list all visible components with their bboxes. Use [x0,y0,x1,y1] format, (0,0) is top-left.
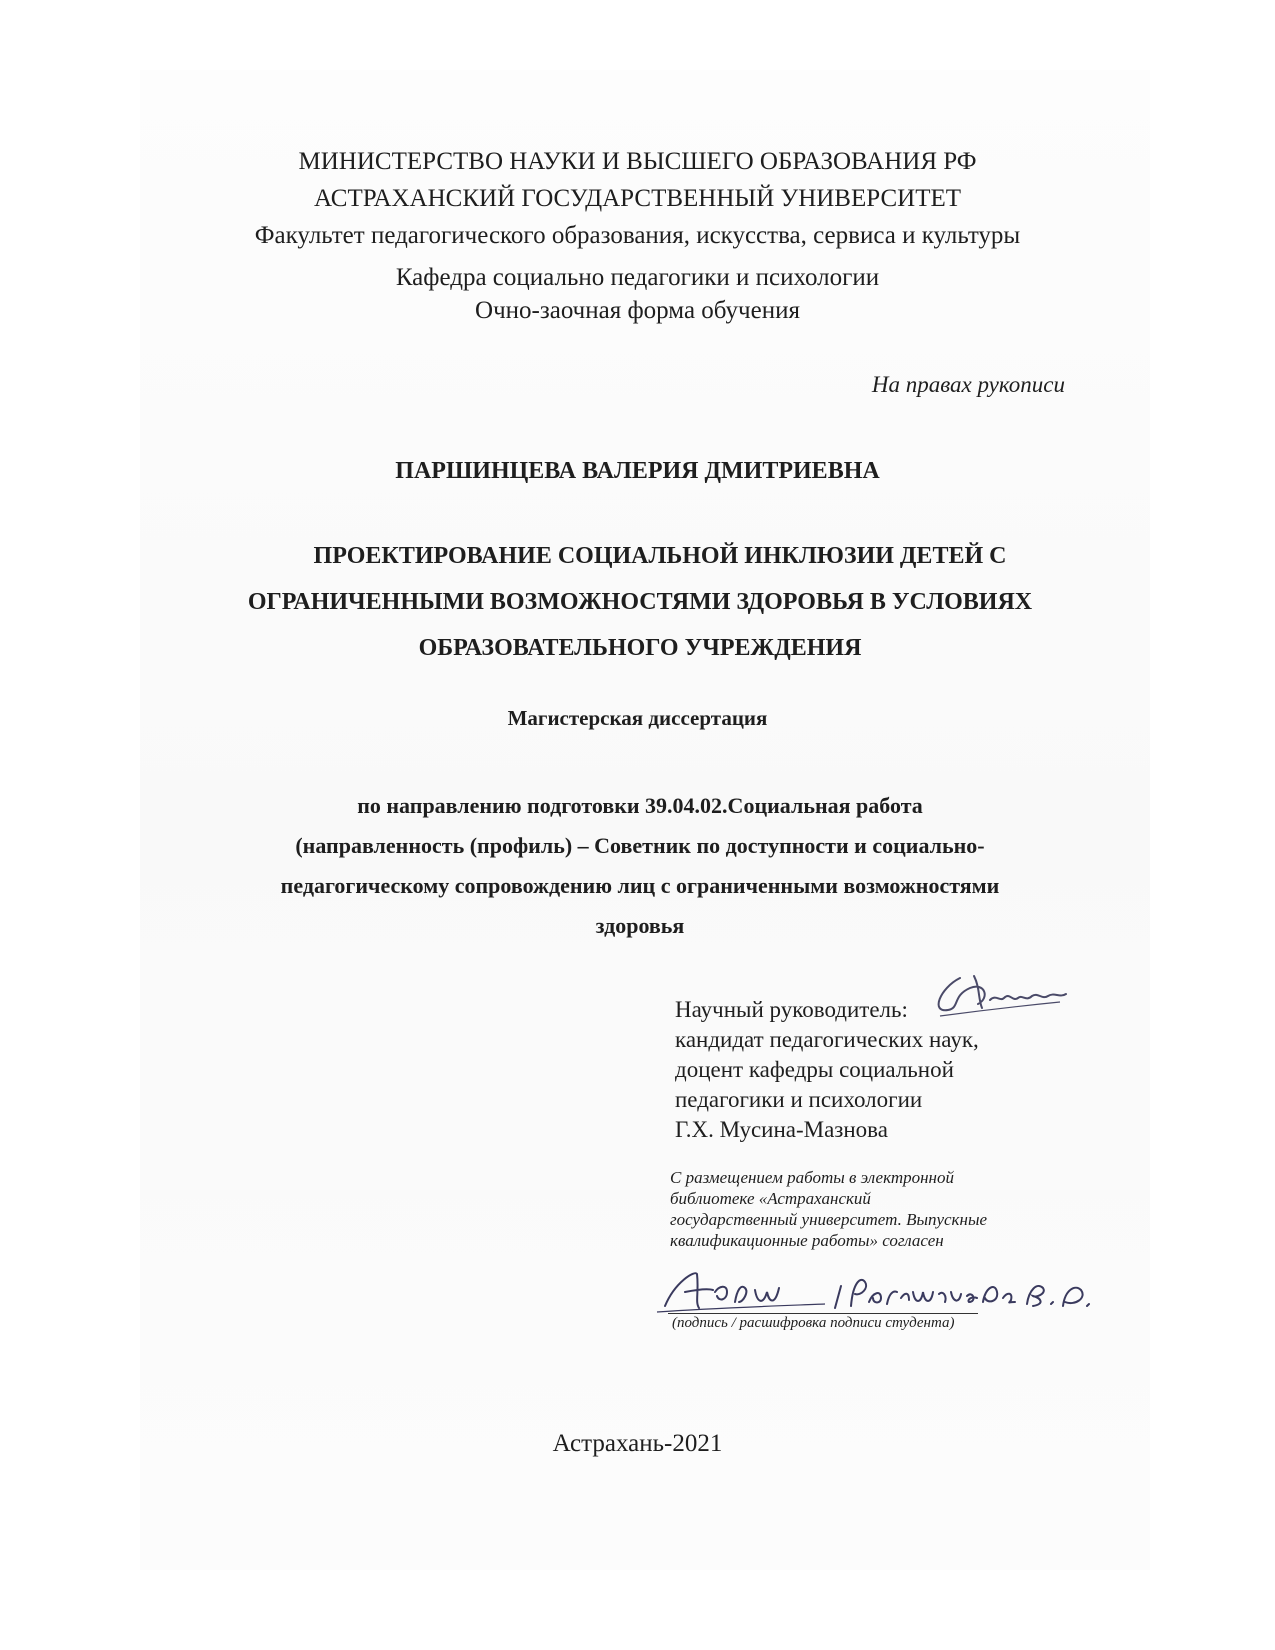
consent-line-3: государственный университет. Выпускные [670,1210,987,1229]
rights-note: На правах рукописи [871,372,1065,397]
ministry-line: МИНИСТЕРСТВО НАУКИ И ВЫСШЕГО ОБРАЗОВАНИЯ РФ [298,148,977,175]
consent-line-4: квалификационные работы» согласен [670,1231,944,1250]
consent-line-2: библиотеке «Астраханский [670,1189,871,1208]
study-form-line: Очно-заочная форма обучения [475,297,800,324]
supervisor-department: педагогики и психологии [675,1087,923,1112]
supervisor-signature-icon [930,968,1070,1030]
signature-caption: (подпись / расшифровка подписи студента) [672,1315,955,1331]
direction-line-3: педагогическому сопровождению лиц с ограниченными возможностями [280,873,1000,898]
supervisor-name: Г.Х. Мусина-Мазнова [675,1117,888,1142]
title-line-3: ОБРАЗОВАТЕЛЬНОГО УЧРЕЖДЕНИЯ [418,635,862,661]
department-line: Кафедра социально педагогики и психологии [395,264,880,291]
degree-type: Магистерская диссертация [507,706,768,730]
city-year: Астрахань-2021 [552,1430,723,1457]
direction-block [215,786,1065,946]
direction-line-2: (направленность (профиль) – Советник по доступности и социально- [295,833,985,858]
title-line-1: ПРОЕКТИРОВАНИЕ СОЦИАЛЬНОЙ ИНКЛЮЗИИ ДЕТЕЙ С [313,543,1007,569]
author-name: ПАРШИНЦЕВА ВАЛЕРИЯ ДМИТРИЕВНА [395,458,880,484]
consent-block [670,1167,1050,1251]
supervisor-position: доцент кафедры социальной [675,1057,954,1082]
student-signature-icon [655,1262,1105,1318]
title-line-2: ОГРАНИЧЕННЫМИ ВОЗМОЖНОСТЯМИ ЗДОРОВЬЯ В УСЛОВИЯХ [247,589,1033,615]
consent-line-1: С размещением работы в электронной [670,1168,954,1187]
faculty-line: Факультет педагогического образования, искусства, сервиса и культуры [254,222,1021,249]
supervisor-label: Научный руководитель: [675,997,908,1022]
direction-line-1: по направлению подготовки 39.04.02.Социальная работа [357,793,923,818]
direction-line-4: здоровья [595,913,685,938]
university-line: АСТРАХАНСКИЙ ГОСУДАРСТВЕННЫЙ УНИВЕРСИТЕТ [313,185,962,212]
supervisor-degree: кандидат педагогических наук, [675,1027,979,1052]
thesis-title [215,533,1065,671]
signature-line [668,1313,978,1314]
